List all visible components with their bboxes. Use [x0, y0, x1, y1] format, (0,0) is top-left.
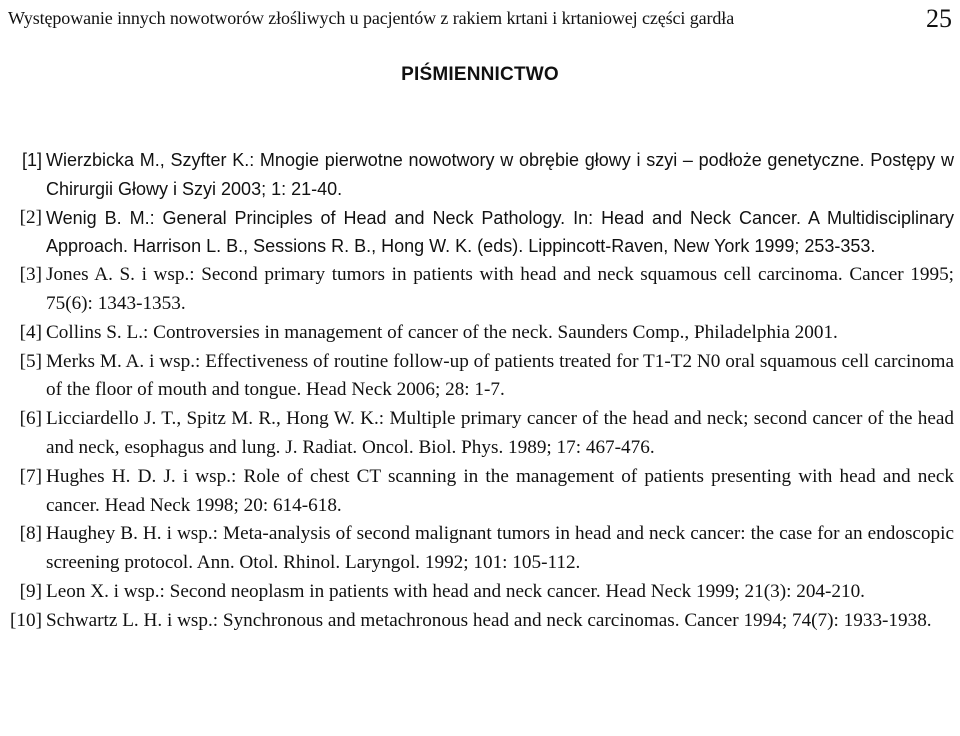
reference-number: [7] — [19, 465, 42, 487]
running-title: Występowanie innych nowotworów złośliwych u pacjentów z rakiem krtani i krtaniowej części gardła — [8, 8, 735, 28]
reference-number: [2] — [19, 206, 42, 228]
reference-number: [4] — [19, 321, 42, 343]
reference-text: Leon X. i wsp.: Second neoplasm in patients with head and neck cancer. Head Neck 1999; 21(3): 204-210. — [46, 580, 865, 602]
reference-item — [6, 520, 954, 578]
reference-number: [3] — [19, 264, 42, 286]
reference-number: [8] — [19, 523, 42, 545]
reference-item — [6, 146, 954, 204]
page-number: 25 — [926, 4, 952, 33]
reference-item — [6, 261, 954, 319]
reference-item — [6, 405, 954, 463]
reference-number: [1] — [21, 150, 42, 170]
running-head — [8, 4, 952, 33]
reference-text: Hughes H. D. J. i wsp.: Role of chest CT scanning in the management of patients presenting with head and neck cancer. Head Neck 1998; 20: 614-618. — [46, 465, 954, 516]
reference-text: Wierzbicka M., Szyfter K.: Mnogie pierwotne nowotwory w obrębie głowy i szyi – podłoże genetyczne. Postępy w Chirurgii Głowy i Szyi 2003; 1: 21-40. — [46, 150, 954, 199]
reference-number: [6] — [19, 408, 42, 430]
reference-number: [10] — [10, 609, 42, 631]
reference-item — [6, 319, 954, 348]
section-title: PIŚMIENNICTWO — [401, 64, 559, 85]
reference-number: [5] — [19, 350, 42, 372]
reference-item — [6, 348, 954, 406]
reference-text: Schwartz L. H. i wsp.: Synchronous and metachronous head and neck carcinomas. Cancer 1994; 74(7): 1933-1938. — [46, 609, 932, 631]
reference-item — [6, 204, 954, 262]
reference-text: Collins S. L.: Controversies in management of cancer of the neck. Saunders Comp., Philadelphia 2001. — [46, 321, 838, 343]
reference-list — [6, 146, 954, 636]
reference-item — [6, 607, 954, 636]
reference-text: Merks M. A. i wsp.: Effectiveness of routine follow-up of patients treated for T1-T2 N0 oral squamous cell carcinoma of the floor of mouth and tongue. Head Neck 2006; 28: 1-7. — [46, 350, 954, 401]
reference-text: Haughey B. H. i wsp.: Meta-analysis of second malignant tumors in head and neck cancer: the case for an endoscopic screening protocol. Ann. Otol. Rhinol. Laryngol. 1992; 101: 105-112. — [46, 523, 954, 574]
reference-text: Wenig B. M.: General Principles of Head and Neck Pathology. In: Head and Neck Cancer. A Multidisciplinary Approach. Harrison L. B., Sessions R. B., Hong W. K. (eds). Lippincott-Raven, New York 1999; 253-353. — [46, 207, 954, 257]
reference-number: [9] — [19, 580, 42, 602]
reference-item — [6, 578, 954, 607]
reference-text: Licciardello J. T., Spitz M. R., Hong W. K.: Multiple primary cancer of the head and neck; second cancer of the head and neck, esophagus and lung. J. Radiat. Oncol. Biol. Phys. 1989; 17: 467-476. — [46, 408, 954, 458]
reference-item — [6, 463, 954, 521]
reference-text: Jones A. S. i wsp.: Second primary tumors in patients with head and neck squamous cell carcinoma. Cancer 1995; 75(6): 1343-1353. — [46, 264, 954, 314]
